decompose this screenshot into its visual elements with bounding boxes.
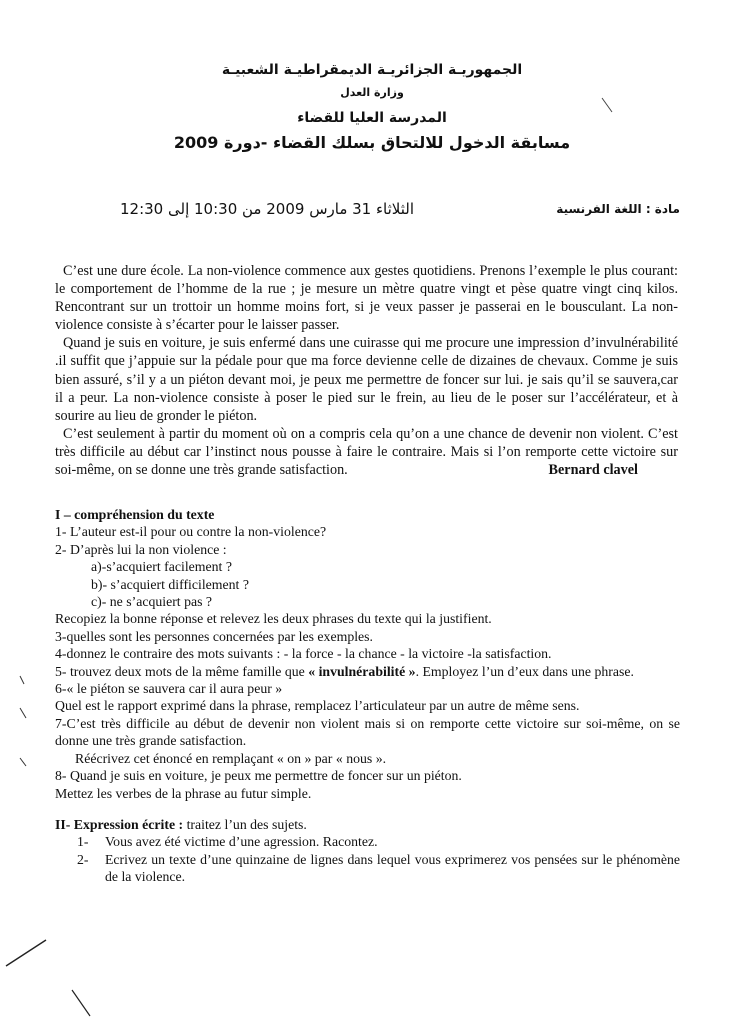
scan-mark-pen-stroke-2: [72, 990, 90, 1016]
scan-mark-margin-2: [20, 708, 26, 718]
question-6-instruction: Quel est le rapport exprimé dans la phrase, remplacez l’articulateur par un autre de même sens.: [55, 698, 580, 714]
question-3: 3-quelles sont les personnes concernées par les exemples.: [55, 628, 373, 644]
writing-task-1: [77, 833, 680, 850]
reading-passage: [55, 262, 678, 479]
question-2-option-a: a)-s’acquiert facilement ?: [91, 559, 232, 575]
passage-paragraph-1: C’est une dure école. La non-violence commence aux gestes quotidiens. Prenons l’exemple le plus courant: le comportement de l’homme de la rue ; je mesure un mètre quatre vingt et pèse quatre vingt cinq kilos. Rencontrant sur un trottoir un homme moins fort, si je veux passer je passerai en le bousculant. La non-violence consiste à s’écarter pour le laisser passer.: [55, 263, 678, 334]
part2-title: II- Expression écrite :: [55, 816, 184, 832]
ministry-title: وزارة العدل: [340, 86, 404, 99]
exam-date-time: الثلاثاء 31 مارس 2009 من 10:30 إلى 12:30: [120, 200, 415, 218]
question-2-option-c: c)- ne s’acquiert pas ?: [91, 594, 213, 610]
writing-task-2-number: 2-: [77, 851, 89, 867]
writing-task-1-text: Vous avez été victime d’une agression. Racontez.: [105, 834, 378, 850]
scan-mark-margin-3: [20, 758, 26, 766]
question-4: 4-donnez le contraire des mots suivants : - la force - la chance - la victoire -la satisfaction.: [55, 646, 552, 662]
question-8-instruction: Mettez les verbes de la phrase au futur simple.: [55, 785, 312, 801]
section-gap: [55, 802, 680, 816]
passage-paragraph-2: Quand je suis en voiture, je suis enfermé dans une cuirasse qui me procure une impression d’invulnérabilité .il suffit que j’appuie sur la pédale pour que ma force devienne celle de dizaines de chevaux. Comme je suis bien assuré, s’il y a un piéton devant moi, je peux me permettre de foncer sur lui. je sais qu’il se sauvera,car il a peur. La non-violence consiste à poser le pied sur le frein, au lieu de le poser sur l’accélérateur, et à sourire au lieu de gronder le piéton.: [55, 335, 678, 424]
question-6: 6-« le piéton se sauvera car il aura peur »: [55, 681, 283, 697]
writing-task-2-text: Ecrivez un texte d’une quinzaine de lignes dans lequel vous exprimerez vos pensées sur le phénomène de la violence.: [105, 851, 680, 885]
part2-title-rest: traitez l’un des sujets.: [183, 816, 307, 832]
question-8: 8- Quand je suis en voiture, je peux me permettre de foncer sur un piéton.: [55, 768, 462, 784]
part2-heading: [55, 816, 680, 833]
passage-paragraph-3-text: C’est seulement à partir du moment où on a compris cela qu’on a une chance de devenir non violent. C’est très difficile au début car l’instinct nous pousse à faire le contraire. Mais si l’on remporte cette victoire sur soi-même, on se donne une très grande satisfaction.: [55, 425, 678, 479]
question-2-option-b: b)- s’acquiert difficilement ?: [91, 576, 249, 592]
part1-title: I – compréhension du texte: [55, 507, 215, 522]
question-5-text-end: . Employez l’un d’eux dans une phrase.: [415, 663, 634, 679]
question-5-text: 5- trouvez deux mots de la même famille que: [55, 663, 309, 679]
writing-task-2: [77, 851, 680, 886]
question-5: [55, 663, 680, 680]
question-7-instruction: Réécrivez cet énoncé en remplaçant « on » par « nous ».: [75, 750, 387, 766]
question-2-instruction: Recopiez la bonne réponse et relevez les deux phrases du texte qui la justifient.: [55, 611, 492, 627]
question-5-keyword: « invulnérabilité »: [308, 663, 416, 679]
question-2: 2- D’après lui la non violence :: [55, 541, 227, 557]
scan-mark-margin-1: [20, 676, 24, 684]
exam-subject: مادة : اللغة الفرنسية: [556, 202, 680, 216]
exam-title: مسابقة الدخول للالتحاق بسلك القضاء -دورة 2009: [173, 133, 571, 152]
school-title: المدرسة العليا للقضاء: [297, 110, 447, 126]
question-1: 1- L’auteur est-il pour ou contre la non-violence?: [55, 524, 327, 540]
writing-task-1-number: 1-: [77, 834, 89, 850]
passage-paragraph-3: [55, 425, 678, 479]
questions-section: [55, 506, 680, 886]
writing-tasks: [55, 833, 680, 885]
passage-author: Bernard clavel: [548, 462, 638, 479]
question-7: 7-C’est très difficile au début de devenir non violent mais si on remporte cette victoire sur soi-même, on se donne une très grande satisfaction.: [55, 715, 680, 749]
scan-mark-pen-stroke: [6, 940, 46, 966]
document-header: [0, 58, 744, 156]
republic-title: الجمهوريـة الجزائريـة الديمقراطيـة الشعبيـة: [221, 62, 523, 78]
